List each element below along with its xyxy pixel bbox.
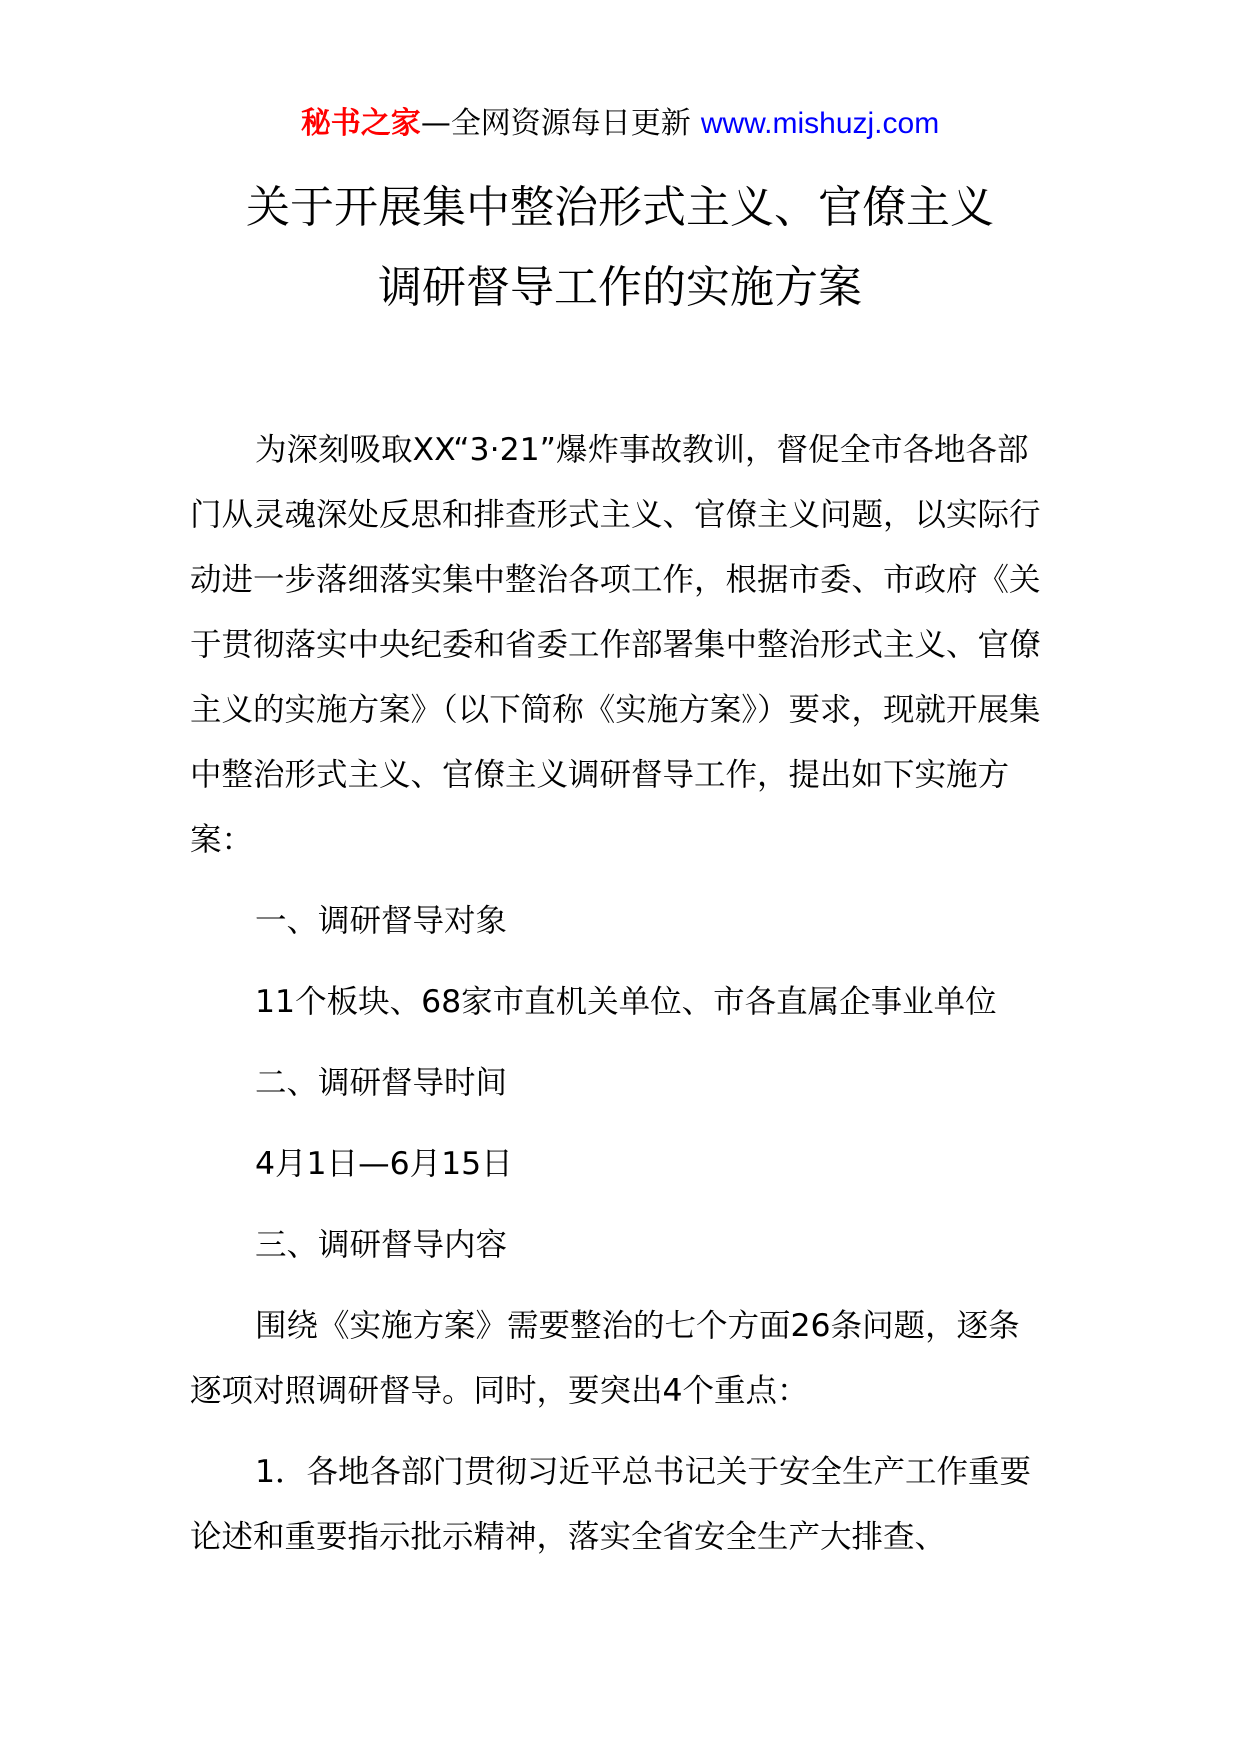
brand-name: 秘书之家 bbox=[300, 106, 421, 141]
header-tagline: —全网资源每日更新 bbox=[420, 106, 691, 141]
site-header bbox=[0, 100, 1240, 148]
section-2-heading: 二、调研督导时间 bbox=[255, 1065, 508, 1101]
site-url-link[interactable]: www.mishuzj.com bbox=[700, 107, 940, 140]
section-1-body: 11个板块、68家市直机关单位、市各直属企事业单位 bbox=[255, 984, 997, 1020]
document-title-line-1: 关于开展集中整治形式主义、官僚主义 bbox=[246, 182, 994, 233]
section-2-body: 4月1日—6月15日 bbox=[255, 1146, 513, 1182]
document-body bbox=[190, 418, 1050, 1570]
document-title-line-2: 调研督导工作的实施方案 bbox=[378, 262, 862, 313]
section-3-heading: 三、调研督导内容 bbox=[255, 1227, 508, 1263]
list-item-1: 1．各地各部门贯彻习近平总书记关于安全生产工作重要论述和重要指示批示精神，落实全省安全生产大排查、 bbox=[190, 1454, 1032, 1555]
section-3-body: 围绕《实施方案》需要整治的七个方面26条问题，逐条逐项对照调研督导。同时，要突出4个重点： bbox=[190, 1308, 1020, 1409]
intro-paragraph: 为深刻吸取XX“3·21”爆炸事故教训，督促全市各地各部门从灵魂深处反思和排查形式主义、官僚主义问题，以实际行动进一步落细落实集中整治各项工作，根据市委、市政府《关于贯彻落实中央纪委和省委工作部署集中整治形式主义、官僚主义的实施方案》（以下简称《实施方案》）要求，现就开展集中整治形式主义、官僚主义调研督导工作，提出如下实施方案： bbox=[190, 432, 1041, 858]
section-1-heading: 一、调研督导对象 bbox=[255, 903, 508, 939]
